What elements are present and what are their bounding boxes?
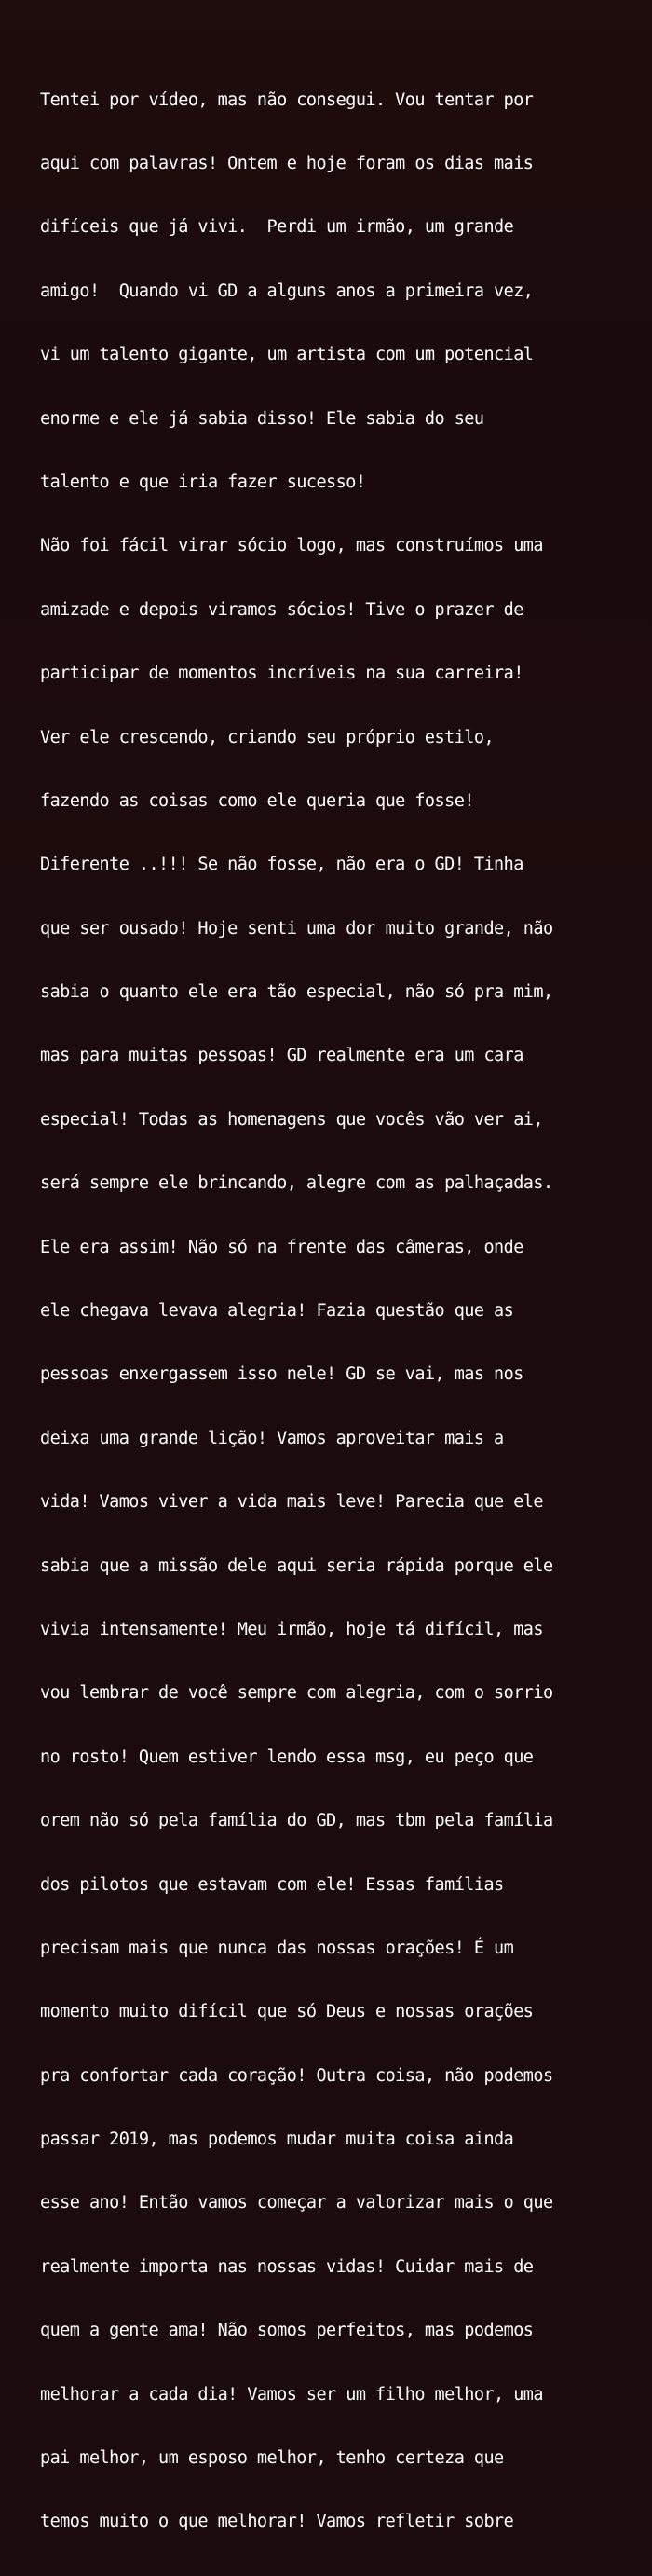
story-text-line: no rosto! Quem estiver lendo essa msg, eu peço que xyxy=(40,1747,534,1767)
story-text-line: momento muito difícil que só Deus e nossas orações xyxy=(40,2002,534,2022)
story-text-line: quem a gente ama! Não somos perfeitos, mas podemos xyxy=(40,2321,534,2341)
story-text-line: especial! Todas as homenagens que vocês vão ver ai, xyxy=(40,1109,543,1130)
story-text-line: vou lembrar de você sempre com alegria, com o sorrio xyxy=(40,1683,553,1704)
story-text-line: Diferente ..!!! Se não fosse, não era o GD! Tinha xyxy=(40,855,523,875)
story-text-line: deixa uma grande lição! Vamos aproveitar mais a xyxy=(40,1428,504,1448)
story-text-line: precisam mais que nunca das nossas orações! É um xyxy=(40,1938,514,1958)
story-text-line: dos pilotos que estavam com ele! Essas famílias xyxy=(40,1874,504,1895)
story-text-line: difíceis que já vivi. Perdi um irmão, um grande xyxy=(40,217,514,238)
story-text-line: ele chegava levava alegria! Fazia questão que as xyxy=(40,1301,514,1322)
story-text-line: vivia intensamente! Meu irmão, hoje tá difícil, mas xyxy=(40,1619,543,1639)
story-text-line: Tentei por vídeo, mas não consegui. Vou tentar por xyxy=(40,89,534,110)
story-text-line: aqui com palavras! Ontem e hoje foram os dias mais xyxy=(40,153,534,173)
story-text-line: sabia que a missão dele aqui seria rápida porque ele xyxy=(40,1555,553,1576)
story-text-line: talento e que iria fazer sucesso! xyxy=(40,472,366,492)
story-text-line: amigo! Quando vi GD a alguns anos a primeira vez, xyxy=(40,281,534,301)
story-text-line: amizade e depois viramos sócios! Tive o prazer de xyxy=(40,599,523,620)
story-text-line: esse ano! Então vamos começar a valorizar mais o que xyxy=(40,2193,553,2213)
story-text-line: participar de momentos incríveis na sua carreira! xyxy=(40,664,523,684)
story-text-line: pai melhor, um esposo melhor, tenho certeza que xyxy=(40,2448,504,2469)
story-text-line: vi um talento gigante, um artista com um potencial xyxy=(40,345,534,365)
story-text-line: Ele era assim! Não só na frente das câmeras, onde xyxy=(40,1237,523,1257)
story-text-line: melhorar a cada dia! Vamos ser um filho melhor, uma xyxy=(40,2384,543,2405)
story-text-line: realmente importa nas nossas vidas! Cuidar mais de xyxy=(40,2256,534,2277)
story-text-line: será sempre ele brincando, alegre com as palhaçadas. xyxy=(40,1173,553,1194)
story-text-line: mas para muitas pessoas! GD realmente era um cara xyxy=(40,1046,523,1066)
story-text-line: pessoas enxergassem isso nele! GD se vai, mas nos xyxy=(40,1364,523,1385)
story-text-block xyxy=(40,48,636,2576)
story-text-line: vida! Vamos viver a vida mais leve! Parecia que ele xyxy=(40,1492,543,1513)
story-text-line: passar 2019, mas podemos mudar muita coisa ainda xyxy=(40,2130,514,2150)
story-text-line: enorme e ele já sabia disso! Ele sabia do seu xyxy=(40,408,484,429)
story-text-line: que ser ousado! Hoje senti uma dor muito grande, não xyxy=(40,918,553,939)
story-text-line: orem não só pela família do GD, mas tbm pela família xyxy=(40,1811,553,1831)
story-text-line: temos muito o que melhorar! Vamos refletir sobre xyxy=(40,2512,514,2532)
story-text-line: sabia o quanto ele era tão especial, não só pra mim, xyxy=(40,982,553,1003)
story-text-line: Não foi fácil virar sócio logo, mas construímos uma xyxy=(40,536,543,556)
story-text-line: fazendo as coisas como ele queria que fosse! xyxy=(40,790,474,811)
story-text-line: pra confortar cada coração! Outra coisa, não podemos xyxy=(40,2065,553,2086)
story-text-line: Ver ele crescendo, criando seu próprio estilo, xyxy=(40,727,495,747)
